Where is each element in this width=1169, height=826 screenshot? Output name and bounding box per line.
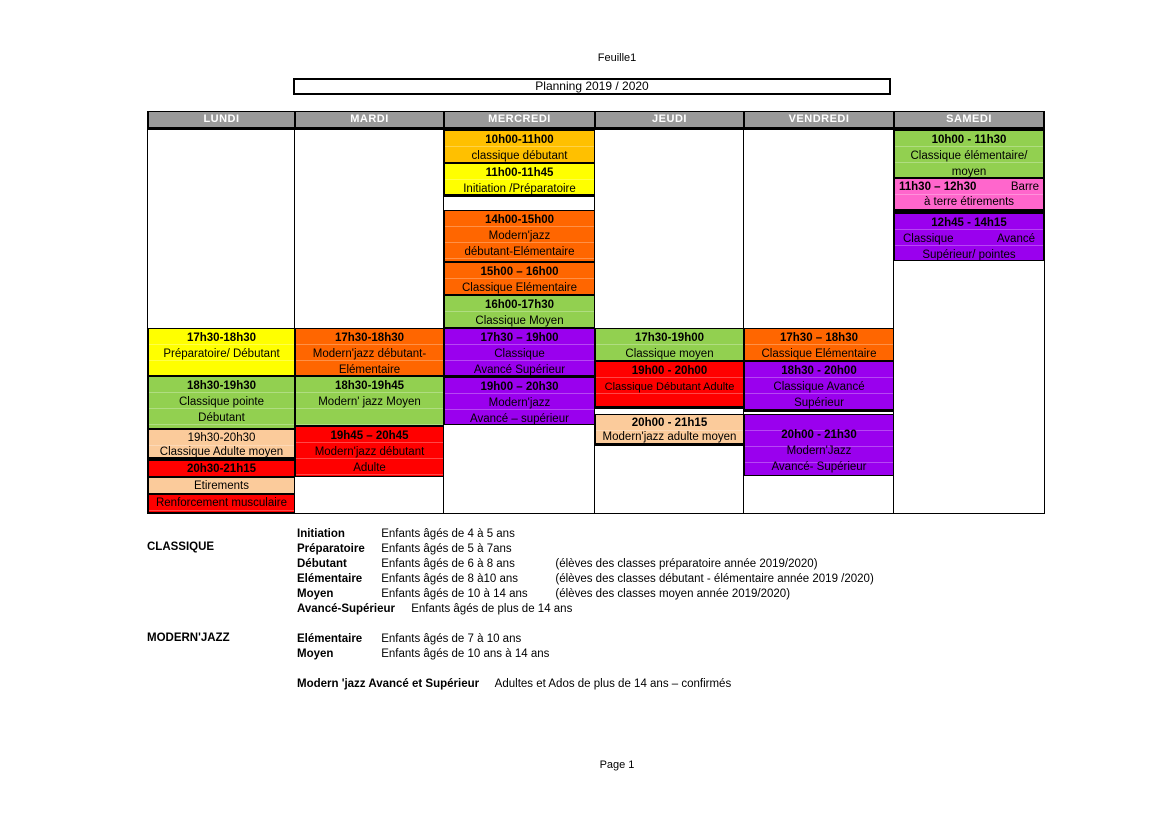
legend-heading-classique: CLASSIQUE xyxy=(147,541,215,553)
event-jeudi-20h00: 20h00 - 21h15 Modern'jazz adulte moyen xyxy=(595,414,744,446)
legend-group-modernjazz xyxy=(297,632,731,692)
event-mercredi-14h00: 14h00-15h00 Modern'jazz débutant-Elémentaire xyxy=(444,210,595,262)
legend-term: Moyen xyxy=(297,588,334,600)
event-samedi-10h00: 10h00 - 11h30 Classique élémentaire/ moyen xyxy=(894,130,1044,178)
event-lundi-renforcement: Renforcement musculaire xyxy=(148,494,295,513)
event-samedi-12h45: 12h45 - 14h15 Classique Avancé Supérieur/ pointes xyxy=(894,212,1044,261)
schedule-table xyxy=(147,111,1045,514)
event-vendredi-18h30: 18h30 - 20h00 Classique Avancé Supérieur xyxy=(744,361,894,412)
legend-row xyxy=(297,602,874,617)
event-lundi-etirements: Etirements xyxy=(148,477,295,494)
legend-desc: Enfants âgés de 8 à10 ans xyxy=(381,573,519,585)
legend-term: Elémentaire xyxy=(297,573,363,585)
page-number: Page 1 xyxy=(599,759,635,771)
legend-term: Modern 'jazz Avancé et Supérieur xyxy=(297,678,480,690)
legend-row xyxy=(297,677,731,692)
sheet-label: Feuille1 xyxy=(597,52,637,64)
legend-desc: Adultes et Ados de plus de 14 ans – confirmés xyxy=(494,678,732,690)
event-jeudi-17h30: 17h30-19h00 Classique moyen xyxy=(595,328,744,361)
event-vendredi-20h00: 20h00 - 21h30 Modern'Jazz Avancé- Supérieur xyxy=(744,414,894,476)
legend-term: Initiation xyxy=(297,528,345,540)
event-lundi-19h30: 19h30-20h30 Classique Adulte moyen xyxy=(148,429,295,460)
legend-term: Elémentaire xyxy=(297,633,363,645)
legend-row xyxy=(297,572,874,587)
event-jeudi-19h00: 19h00 - 20h00 Classique Débutant Adulte xyxy=(595,361,744,409)
legend-term: Avancé-Supérieur xyxy=(297,603,395,615)
day-header-lundi: LUNDI xyxy=(148,112,295,127)
legend-row xyxy=(297,632,731,647)
legend-desc: Enfants âgés de 4 à 5 ans xyxy=(381,528,515,540)
legend-desc: Enfants âgés de plus de 14 ans xyxy=(411,603,573,615)
legend-row xyxy=(297,527,874,542)
legend-desc: Enfants âgés de 7 à 10 ans xyxy=(381,633,522,645)
planning-title: Planning 2019 / 2020 xyxy=(535,79,649,93)
event-mardi-19h45: 19h45 – 20h45 Modern'jazz débutant Adulte xyxy=(295,426,444,477)
event-mardi-17h30: 17h30-18h30 Modern'jazz débutant- Elémentaire xyxy=(295,328,444,376)
legend-row xyxy=(297,587,874,602)
day-header-vendredi: VENDREDI xyxy=(744,112,894,127)
legend-note: (élèves des classes préparatoire année 2019/2020) xyxy=(555,558,818,570)
legend-row xyxy=(297,647,731,662)
legend-spacer xyxy=(297,662,731,677)
legend-desc: Enfants âgés de 10 à 14 ans xyxy=(381,588,528,600)
legend-term: Moyen xyxy=(297,648,334,660)
legend-term: Préparatoire xyxy=(297,543,365,555)
day-header-mercredi: MERCREDI xyxy=(444,112,595,127)
event-mercredi-15h00: 15h00 – 16h00 Classique Elémentaire xyxy=(444,262,595,295)
legend-heading-modernjazz: MODERN'JAZZ xyxy=(147,632,230,644)
legend-note: (élèves des classes moyen année 2019/2020) xyxy=(555,588,791,600)
event-mercredi-16h00: 16h00-17h30 Classique Moyen xyxy=(444,295,595,328)
planning-title-box xyxy=(293,78,891,95)
event-samedi-11h30: 11h30 – 12h30 Barre à terre étirements xyxy=(894,178,1044,212)
legend-note: (élèves des classes débutant - élémentaire année 2019 /2020) xyxy=(555,573,874,585)
legend-group-classique xyxy=(297,527,874,617)
day-header-mardi: MARDI xyxy=(295,112,444,127)
legend-desc: Enfants âgés de 6 à 8 ans xyxy=(381,558,515,570)
legend-desc: Enfants âgés de 5 à 7ans xyxy=(381,543,512,555)
day-header-samedi: SAMEDI xyxy=(894,112,1044,127)
event-mercredi-17h30: 17h30 – 19h00 Classique Avancé Supérieur xyxy=(444,328,595,377)
event-mercredi-19h00: 19h00 – 20h30 Modern'jazz Avancé – supérieur xyxy=(444,377,595,425)
legend-row xyxy=(297,557,874,572)
event-mercredi-10h00: 10h00-11h00 classique débutant xyxy=(444,130,595,163)
event-lundi-18h30: 18h30-19h30 Classique pointe Débutant xyxy=(148,376,295,429)
event-lundi-17h30: 17h30-18h30 Préparatoire/ Débutant xyxy=(148,328,295,376)
event-mardi-18h30: 18h30-19h45 Modern' jazz Moyen xyxy=(295,376,444,426)
legend-desc: Enfants âgés de 10 ans à 14 ans xyxy=(381,648,550,660)
legend-row xyxy=(297,542,874,557)
legend-term: Débutant xyxy=(297,558,347,570)
day-header-jeudi: JEUDI xyxy=(595,112,744,127)
event-vendredi-17h30: 17h30 – 18h30 Classique Elémentaire xyxy=(744,328,894,361)
event-mercredi-11h00: 11h00-11h45 Initiation /Préparatoire xyxy=(444,163,595,197)
event-lundi-20h30: 20h30-21h15 xyxy=(148,460,295,477)
